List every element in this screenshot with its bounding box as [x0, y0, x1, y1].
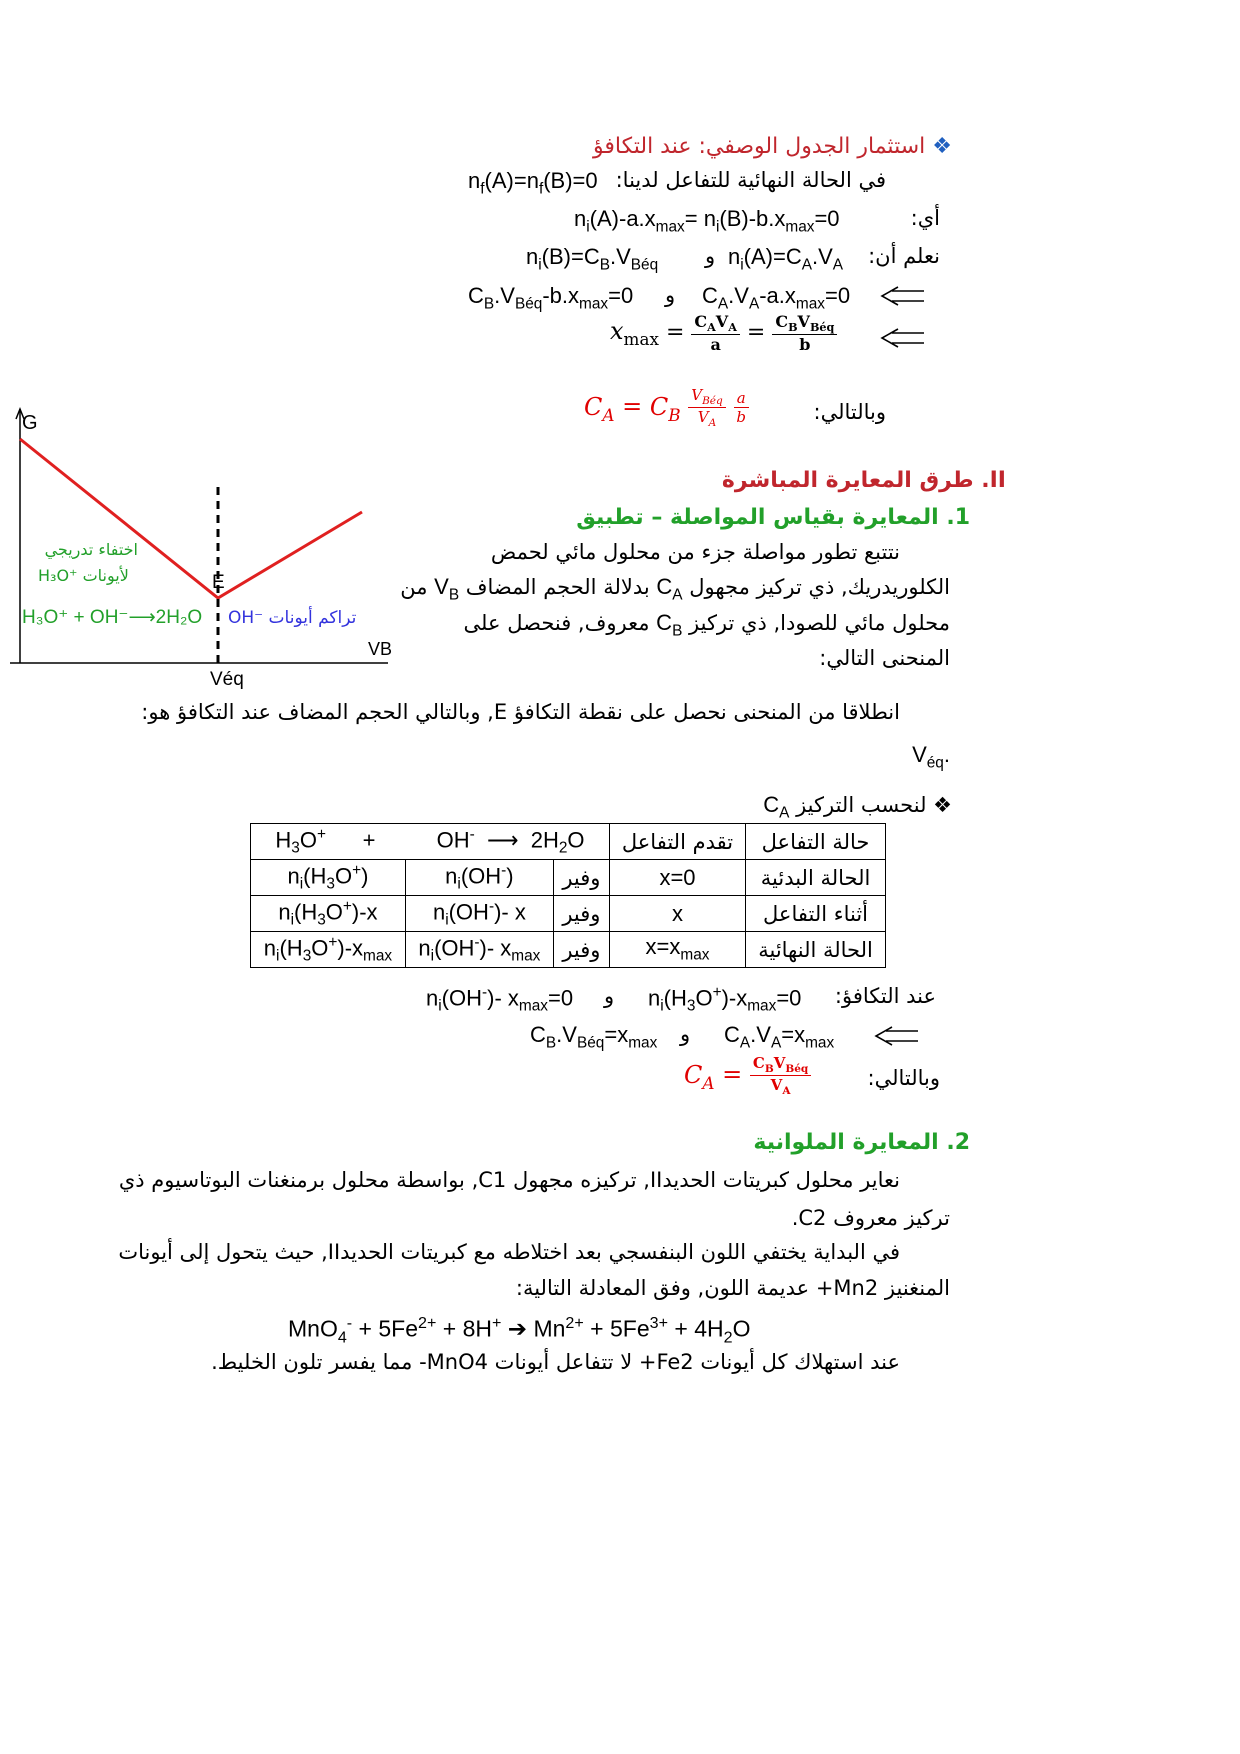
diamond-bullet-icon: ❖ — [932, 134, 952, 159]
ca-formula: $C_A.V_A-a.x_{max}=0$ — [702, 283, 851, 313]
sub1-heading: 1. المعايرة بقياس المواصلة – تطبيق — [576, 505, 970, 530]
water-cell: وفير — [553, 896, 609, 932]
oh-cell: $n_i(OH^-)$ — [405, 860, 553, 896]
and-1: و — [705, 244, 716, 268]
and-2: و — [665, 283, 676, 307]
reaction-label: H₃O⁺ + OH⁻⟶2H₂O — [22, 607, 203, 628]
sub2-p2-line2: المنغنيز Mn2+ عديمة اللون, وفق المعادلة التالية: — [515, 1276, 950, 1300]
and-4: و — [680, 1022, 691, 1046]
oh-cell: $n_i(OH^-)-$ $x_{max}$ — [405, 932, 553, 968]
eq-h3o-formula: $n_i(H_3O^+)-x_{max}=0$ — [648, 984, 802, 1015]
sub2-p1-line1: نعاير محلول كبريتات الحديدII, تركيزه مجهول C1, بواسطة محلول برمنغنات البوتاسيوم ذي — [118, 1168, 900, 1192]
cb-formula: $C_B.V_{Béq}-b.x_{max}=0$ — [468, 283, 634, 313]
exploit-heading: ❖ استثمار الجدول الوصفي: عند التكافؤ — [593, 134, 952, 159]
na-formula: $n_i(A)=C_A.V_A$ — [728, 244, 844, 274]
at-equivalence-label: عند التكافؤ: — [834, 984, 936, 1008]
state-cell: الحالة البدئية — [746, 860, 886, 896]
sub2-p1-line2: تركيز معروف C2. — [791, 1206, 950, 1230]
sub1-para-line4: المنحنى التالي: — [819, 646, 950, 670]
ca-result-formula: $C_A = C_B$ $\frac{V_{Béq}}{V_A}$ $\frac{a}{b}$ — [584, 386, 749, 429]
ca-final-formula: $C_A$ = $\frac{C_BV_{Béq}}{V_A}$ — [684, 1054, 811, 1097]
thus-label-2: وبالتالي: — [867, 1066, 940, 1090]
implies-arrow-icon — [872, 1026, 920, 1046]
x-cell: x — [609, 896, 745, 932]
blue-label: OH⁻ تراكم أيونات — [228, 608, 357, 628]
x-axis-label: VB — [368, 639, 393, 659]
h3o-cell: $n_i(H_3O^+)$ — [251, 860, 406, 896]
table-row — [251, 896, 886, 932]
x-cell: x=0 — [609, 860, 745, 896]
water-cell: وفير — [553, 932, 609, 968]
section-II-heading: II. طرق المعايرة المباشرة — [721, 468, 1006, 493]
sub1-para-line3: محلول مائي للصودا, ذي تركيز $C_B$ معروف, فنحصل على — [463, 610, 950, 640]
conductance-graph — [0, 405, 400, 695]
state-cell: الحالة النهائية — [746, 932, 886, 968]
sub2-p3: عند استهلاك كل أيونات Fe2+ لا تتفاعل أيونات MnO4- مما يفسر تلون الخليط. — [211, 1350, 900, 1374]
oh-cell: $n_i(OH^-)-$ x — [405, 896, 553, 932]
table-row — [251, 824, 886, 860]
sub1-para-line1: نتتبع تطور مواصلة جزء من محلول مائي لحمض — [490, 540, 900, 564]
final-state-text: في الحالة النهائية للتفاعل لدينا: — [615, 168, 886, 192]
sub2-heading: 2. المعايرة الملوانية — [753, 1130, 970, 1155]
water-cell: وفير — [553, 860, 609, 896]
after-graph-line1: انطلاقا من المنحنى نحصل على نقطة التكافؤ E, وبالتالي الحجم المضاف عند التكافؤ هو: — [141, 700, 900, 724]
cava-formula: $C_A.V_A=x_{max}$ — [724, 1022, 835, 1052]
redox-equation: $MnO_4^- + 5Fe^{2+} + 8H^+$ ➔ $Mn^{2+} + 5Fe^{3+} + 4H_2O$ — [288, 1314, 751, 1347]
reaction-header-cell: $H_3O^+$ + OH- ⟶ $2H_2O$ — [251, 824, 610, 860]
sub1-para-line2: الكلوريدريك, ذي تركيز مجهول $C_A$ بدلالة الحجم المضاف $V_B$ من — [400, 574, 950, 604]
implies-arrow-icon — [878, 286, 926, 306]
equivalence-point-label: E — [212, 572, 225, 593]
after-graph-line2: $.V_{éq}$ — [912, 742, 950, 772]
green-label-1: اختفاء تدريجي — [44, 540, 138, 559]
progress-table — [250, 823, 886, 968]
h3o-cell: $n_i(H_3O^+)-x_{max}$ — [251, 932, 406, 968]
we-know-label: نعلم أن: — [868, 244, 940, 268]
progress-header-cell: تقدم التفاعل — [609, 824, 745, 860]
implies-arrow-icon — [878, 328, 926, 348]
x-cell: $x=x_{max}$ — [609, 932, 745, 968]
state-cell: أثناء التفاعل — [746, 896, 886, 932]
green-label-2: H₃O⁺ لأيونات — [38, 566, 129, 585]
thus-label-1: وبالتالي: — [813, 400, 886, 424]
table-row — [251, 860, 886, 896]
equivalence-formula: $n_i(A)-a.x_{max}= n_i(B)-b.x_{max}=0$ — [574, 206, 840, 236]
xmax-equation: $x_{max}$ = $\frac{C_AV_A}{a}$ = $\frac{C_BV_{Béq}}{b}$ — [610, 312, 837, 354]
and-3: و — [604, 984, 615, 1008]
final-state-formula: $n_f(A)=n_f(B)=0$ — [468, 168, 598, 198]
veq-label: Véq — [210, 669, 244, 690]
table-row — [251, 932, 886, 968]
ie-label: أي: — [910, 206, 940, 230]
y-axis-label: G — [22, 412, 38, 434]
sub2-p2-line1: في البداية يختفي اللون البنفسجي بعد اختلاطه مع كبريتات الحديدII, حيث يتحول إلى أيونات — [118, 1240, 900, 1264]
h3o-cell: $n_i(H_3O^+)-x$ — [251, 896, 406, 932]
cbvbeq-formula: $C_B.V_{Béq}=x_{max}$ — [530, 1022, 658, 1052]
nb-formula: $n_i(B)=C_B.V_{Béq}$ — [526, 244, 659, 274]
calc-ca-heading: ❖ لنحسب التركيز $C_A$ — [763, 792, 952, 822]
diamond-bullet-icon: ❖ — [933, 793, 952, 817]
eq-oh-formula: $n_i(OH^-)-$ $x_{max}=0$ — [426, 984, 574, 1015]
state-header-cell: حالة التفاعل — [746, 824, 886, 860]
